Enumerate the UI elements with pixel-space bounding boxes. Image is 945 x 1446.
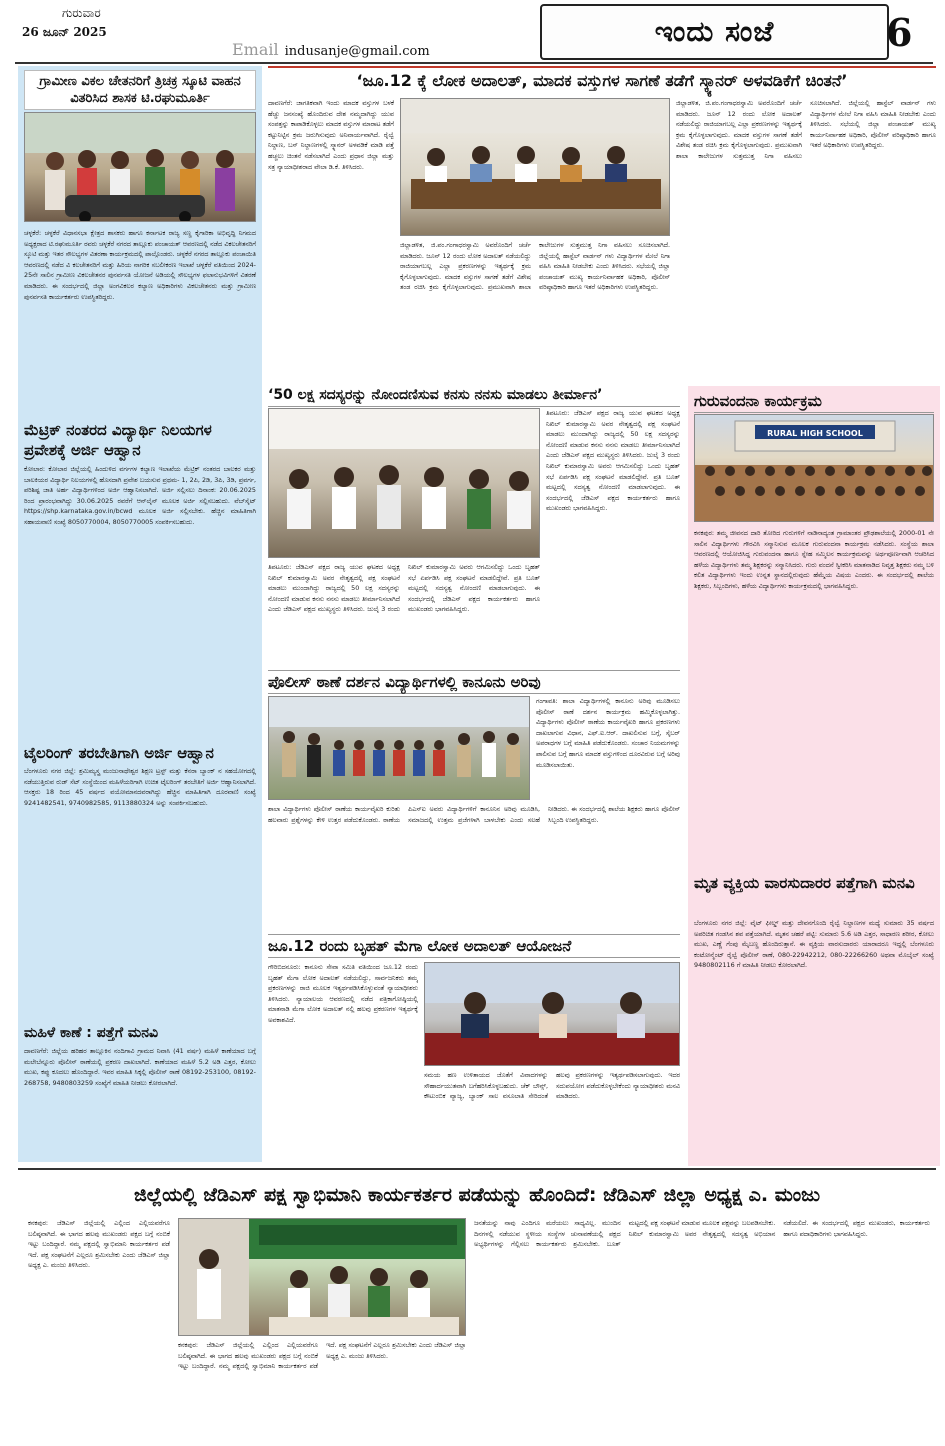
- lead-body-left: ದಾವಣಗೆರೆ: ಜಾಗತಿಕವಾಗಿ ಇಂದು ಮಾದಕ ವಸ್ತುಗಳ ಬಳಕೆ ಹೆಚ್ಚು ಜನಸಂಖ್ಯೆ ಹೊಂದಿರುವ ದೇಶ ನಮ್ಮದಾಗಿದ್ದು ಯುವ ಸಂಪತ್ತನ್ನು ಕಾಪಾಡಿಕೊಳ್ಳಲು ಮಾದಕ ವಸ್ತುಗಳ ಮಾರಾಟ ತಡೆಗೆ ಕಟ್ಟುನಿಟ್ಟಿನ ಕ್ರಮ ಜರುಗಿಸುವುದು ಅನಿವಾರ್ಯವಾಗಿದೆ. ರೈಲ್ವೆ ನಿಲ್ದಾಣ, ಬಸ್ ನಿಲ್ದಾಣಗಳಲ್ಲಿ ಸ್ಕ್ಯಾನರ್ ಅಳವಡಿಕೆ ಮಾಡಿ ಪತ್ತೆ ಹಚ್ಚಲು ಚಿಂತನೆ ನಡೆಸಲಾಗಿದೆ ಎಂದು ಪ್ರಧಾನ ಜಿಲ್ಲಾ ಮತ್ತು ಸತ್ರ ನ್ಯಾಯಾಧೀಶರಾದ ವೇಲಾ ಡಿ.ಕೆ. ತಿಳಿಸಿದರು.: [268, 99, 394, 171]
- masthead-date: 26 ಜೂನ್ 2025: [22, 25, 107, 39]
- police-headline: ಪೊಲೀಸ್ ಠಾಣೆ ದರ್ಶನ ವಿದ್ಯಾರ್ಥಿಗಳಲ್ಲಿ ಕಾನೂನು ಅರಿವು: [268, 670, 680, 694]
- adalat-body-left: ಗೌರಿಬಿದನೂರು: ಕಾನೂನು ಸೇವಾ ಸಮಿತಿ ವತಿಯಿಂದ ಜೂ.12 ರಂದು ಬೃಹತ್ ಮೆಗಾ ಲೋಕ ಅದಾಲತ್ ನಡೆಯಲಿದ್ದು, ಸಾರ್ವಜನಿಕರು ತಮ್ಮ ಪ್ರಕರಣಗಳನ್ನು ರಾಜಿ ಮೂಲಕ ಇತ್ಯರ್ಥಪಡಿಸಿಕೊಳ್ಳುವಂತೆ ನ್ಯಾಯಾಧೀಶರು ತಿಳಿಸಿದರು. ನ್ಯಾಯಾಲಯ ಆವರಣದಲ್ಲಿ ನಡೆದ ಪತ್ರಿಕಾಗೋಷ್ಠಿಯಲ್ಲಿ ಮಾತನಾಡಿ ಮೆಗಾ ಲೋಕ ಅದಾಲತ್ ನಲ್ಲಿ ಹಲವು ಪ್ರಕರಣಗಳ ಇತ್ಯರ್ಥಕ್ಕೆ ಅವಕಾಶವಿದೆ.: [268, 963, 418, 1024]
- masthead-date-block: [22, 6, 222, 40]
- art4-headline: ಮಹಿಳೆ ಕಾಣೆ : ಪತ್ತೆಗೆ ಮನವಿ: [24, 1025, 159, 1041]
- art3-body: ಬೆಂಗಳೂರು ನಗರ ಜಿಲ್ಲೆ: ಶ್ರಮಿಮ್ಯಸ್ತ್ರ ಮಂಜುನಾಥೇಶ್ವರ ಶಿಕ್ಷಣ ಟ್ರಸ್ಟ್ ಮತ್ತು ಕೆನರಾ ಬ್ಯಾಂಕ್ ನ ಸಹಯೋಗದಲ್ಲಿ ನಡೆಯುತ್ತಿರುವ ರುಡ್ ಸೆಟ್ ಸಂಸ್ಥೆಯಿಂದ ಮಹಿಳೆಯರಿಗಾಗಿ ಉಚಿತ ಟೈಲರಿಂಗ್ ತರಬೇತಿಗೆ ಅರ್ಜಿ ಆಹ್ವಾನಿಸಲಾಗಿದೆ. ಆಸಕ್ತರು 18 ರಿಂದ 45 ವರ್ಷದ ವಯೋಮಾನದವರಾಗಿದ್ದು ಹೆಚ್ಚಿನ ಮಾಹಿತಿಗಾಗಿ ದೂರವಾಣಿ ಸಂಖ್ಯೆ 9241482541, 9740982585, 9113880324 ಅನ್ನು ಸಂಪರ್ಕಿಸಬಹುದು.: [24, 767, 256, 807]
- art1-body: ಚಳ್ಳಕೆರೆ: ಚಳ್ಳಕೆರೆ ವಿಧಾನಸಭಾ ಕ್ಷೇತ್ರದ ಶಾಸಕರು ಹಾಗೂ ಕರ್ನಾಟಕ ರಾಜ್ಯ ಸಣ್ಣ ಕೈಗಾರಿಕಾ ಅಭಿವೃದ್ಧಿ ನಿಗಮದ ಅಧ್ಯಕ್ಷರಾದ ಟಿ.ರಘುಮೂರ್ತಿ ರವರು ಚಳ್ಳಕೆರೆ ನಗರದ ತಾಲ್ಲೂಕು ಪಂಚಾಯತ್ ಆವರಣದಲ್ಲಿ ನಡೆದ ವಿಕಲಚೇತನರಿಗೆ ಸ್ಕೂಟಿ ಮತ್ತು ಇತರ ಸೌಲಭ್ಯಗಳ ವಿತರಣಾ ಕಾರ್ಯಕ್ರಮದಲ್ಲಿ ಪಾಲ್ಗೊಂಡರು. ಚಳ್ಳಕೆರೆ ನಗರದ ತಾಲ್ಲೂಕು ಪಂಚಾಯಿತಿ ಆವರಣದಲ್ಲಿ ನಡೆದ ವಿ ಕಲಚೇತನರಿಗೆ ಮತ್ತು ಹಿರಿಯ ನಾಗರಿಕ ಸಬಲೀಕರಣ ಇಲಾಖೆ ಚಳ್ಳಕೆರೆ ವತಿಯಿಂದ 2024-25ನೇ ಸಾಲಿನ ಗ್ರಾಮೀಣ ವಿಕಲಚೇತನರ ಪುನರ್ವಸತಿ ಯೋಜನೆ ಅಡಿಯಲ್ಲಿ ಸೌಲಭ್ಯಗಳ ಫಲಾನುಭವಿಗಳಿಗೆ ವಿತರಣೆ ಮಾಡಿದರು. ಈ ಸಂದರ್ಭದಲ್ಲಿ ಜಿಲ್ಲಾ ಅಂಗವಿಕಲರ ಕಲ್ಯಾಣ ಅಧಿಕಾರಿಗಳು ವಿಕಲಚೇತನರು ಮತ್ತು ಗ್ರಾಮೀಣ ಪುನರ್ವಸತಿ ಕಾರ್ಯಕರ್ತರು ಉಪಸ್ಥಿತರಿದ್ದರು.: [24, 229, 256, 301]
- lead-body-right: ಜಿಲ್ಲಾಡಳಿತ, ಜಿ.ಪಂ.ಗಂಗಾಧರಸ್ವಾಮಿ ಅವರೊಂದಿಗೆ ಚರ್ಚೆ ಮಾಡಿದರು. ಜೂನ್ 12 ರಂದು ಲೋಕ ಅದಾಲತ್ ನಡೆಯಲಿದ್ದು ರಾಜಿಯಾಗಬಲ್ಲ ಎಲ್ಲಾ ಪ್ರಕರಣಗಳನ್ನು ಇತ್ಯರ್ಥಕ್ಕೆ ಕ್ರಮ ಕೈಗೊಳ್ಳಲಾಗುವುದು. ಮಾದಕ ವಸ್ತುಗಳ ಸಾಗಣೆ ತಡೆಗೆ ವಿಶೇಷ ತಂಡ ರಚಿಸಿ ಕ್ರಮ ಕೈಗೊಳ್ಳಲಾಗುವುದು. ಪ್ರಮುಖವಾಗಿ ಶಾಲಾ ಕಾಲೇಜುಗಳ ಸುತ್ತಮುತ್ತ ನಿಗಾ ವಹಿಸಲು ಸೂಚಿಸಲಾಗಿದೆ. ಜಿಲ್ಲೆಯಲ್ಲಿ ಹಾಸ್ಟೆಲ್ ವಾರ್ಡನ್ ಗಳು ವಿದ್ಯಾರ್ಥಿಗಳ ಮೇಲೆ ನಿಗಾ ವಹಿಸಿ ಮಾಹಿತಿ ನೀಡಬೇಕು ಎಂದು ತಿಳಿಸಿದರು. ಸಭೆಯಲ್ಲಿ ಜಿಲ್ಲಾ ಪಂಚಾಯತ್ ಮುಖ್ಯ ಕಾರ್ಯನಿರ್ವಾಹಕ ಅಧಿಕಾರಿ, ಪೊಲೀಸ್ ವರಿಷ್ಠಾಧಿಕಾರಿ ಹಾಗೂ ಇತರೆ ಅಧಿಕಾರಿಗಳು ಉಪಸ್ಥಿತರಿದ್ದರು.: [400, 241, 670, 292]
- page-number: 6: [886, 10, 913, 55]
- jds-meet-headline: ‘50 ಲಕ್ಷ ಸದಸ್ಯರನ್ನು ನೋಂದಣಿಸುವ ಕನಸು ನನಸು ಮಾಡಲು ತೀರ್ಮಾನ’: [268, 384, 680, 407]
- meeting-photo: [401, 99, 670, 236]
- lead-photo: [400, 98, 670, 236]
- bottom-headline: ಜಿಲ್ಲೆಯಲ್ಲಿ ಜೆಡಿಎಸ್ ಪಕ್ಷ ಸ್ವಾಭಿಮಾನಿ ಕಾರ್ಯಕರ್ತರ ಪಡೆಯನ್ನು ಹೊಂದಿದೆ: ಜೆಡಿಎಸ್ ಜಿಲ್ಲಾ ಅಧ್ಯಕ್ಷ ಎ. ಮಂಜು: [133, 1184, 820, 1206]
- bottom-top-rule: [18, 1168, 936, 1170]
- bottom-body-left: ಕನಕಪುರ: ಜೆಡಿಎಸ್ ಜಿಲ್ಲೆಯಲ್ಲಿ ಎಲ್ಲಿಂದ ಎಲ್ಲಿಯವರೆಗೂ ಬಲಿಷ್ಠವಾಗಿದೆ. ಈ ಭಾಗದ ಹಲವು ಮುಖಂಡರು ಪಕ್ಷದ ಬಗ್ಗೆ ನಂಬಿಕೆ ಇಟ್ಟು ಬಂದಿದ್ದಾರೆ. ನಮ್ಮ ಪಕ್ಷದಲ್ಲಿ ಸ್ವಾಭಿಮಾನಿ ಕಾರ್ಯಕರ್ತರ ಪಡೆ ಇದೆ. ಪಕ್ಷ ಸಂಘಟನೆಗೆ ಎಲ್ಲರೂ ಶ್ರಮಿಸಬೇಕು ಎಂದು ಜೆಡಿಎಸ್ ಜಿಲ್ಲಾ ಅಧ್ಯಕ್ಷ ಎ. ಮಂಜು ತಿಳಿಸಿದರು.: [28, 1219, 170, 1270]
- bottom-body-right: ಜನತೆಯನ್ನು ನಾವು ಎಂದಿಗೂ ಮರೆಯಲು ಸಾಧ್ಯವಿಲ್ಲ. ಮುಂದಿನ ದಿನಗಳಲ್ಲಿ ನಡೆಯುವ ಸ್ಥಳೀಯ ಸಂಸ್ಥೆಗಳ ಚುನಾವಣೆಯಲ್ಲಿ ಪಕ್ಷದ ಅಭ್ಯರ್ಥಿಗಳನ್ನು ಗೆಲ್ಲಿಸಲು ಕಾರ್ಯಕರ್ತರು ಶ್ರಮಿಸಬೇಕು. ಬೂತ್ ಮಟ್ಟದಲ್ಲಿ ಪಕ್ಷ ಸಂಘಟನೆ ಮಾಡುವ ಮೂಲಕ ಪಕ್ಷವನ್ನು ಬಲಪಡಿಸಬೇಕು. ನಿಖಿಲ್ ಕುಮಾರಸ್ವಾಮಿ ಅವರ ನೇತೃತ್ವದಲ್ಲಿ ಸದಸ್ಯತ್ವ ಅಭಿಯಾನ ನಡೆಯಲಿದೆ. ಈ ಸಂದರ್ಭದಲ್ಲಿ ಪಕ್ಷದ ಮುಖಂಡರು, ಕಾರ್ಯಕರ್ತರು ಹಾಗೂ ಪದಾಧಿಕಾರಿಗಳು ಭಾಗವಹಿಸಿದ್ದರು.: [474, 1219, 930, 1249]
- scooter-distribution-photo: [25, 113, 256, 222]
- guruvandana-photo: [694, 414, 934, 522]
- judges-press-photo: [425, 963, 680, 1066]
- bottom-photo: [178, 1218, 466, 1336]
- school-group-photo: [695, 415, 934, 522]
- email-label: Email: [232, 40, 279, 59]
- masthead-email: [232, 40, 430, 59]
- newspaper-logo: [540, 4, 889, 60]
- art3-headline: ಟೈಲರಿಂಗ್ ತರಬೇತಿಗಾಗಿ ಅರ್ಜಿ ಆಹ್ವಾನ: [24, 744, 214, 762]
- art1-photo: [24, 112, 256, 222]
- adalat-photo: [424, 962, 680, 1066]
- lead-body-continued: ಜಿಲ್ಲಾಡಳಿತ, ಜಿ.ಪಂ.ಗಂಗಾಧರಸ್ವಾಮಿ ಅವರೊಂದಿಗೆ ಚರ್ಚೆ ಮಾಡಿದರು. ಜೂನ್ 12 ರಂದು ಲೋಕ ಅದಾಲತ್ ನಡೆಯಲಿದ್ದು ರಾಜಿಯಾಗಬಲ್ಲ ಎಲ್ಲಾ ಪ್ರಕರಣಗಳನ್ನು ಇತ್ಯರ್ಥಕ್ಕೆ ಕ್ರಮ ಕೈಗೊಳ್ಳಲಾಗುವುದು. ಮಾದಕ ವಸ್ತುಗಳ ಸಾಗಣೆ ತಡೆಗೆ ವಿಶೇಷ ತಂಡ ರಚಿಸಿ ಕ್ರಮ ಕೈಗೊಳ್ಳಲಾಗುವುದು. ಪ್ರಮುಖವಾಗಿ ಶಾಲಾ ಕಾಲೇಜುಗಳ ಸುತ್ತಮುತ್ತ ನಿಗಾ ವಹಿಸಲು ಸೂಚಿಸಲಾಗಿದೆ. ಜಿಲ್ಲೆಯಲ್ಲಿ ಹಾಸ್ಟೆಲ್ ವಾರ್ಡನ್ ಗಳು ವಿದ್ಯಾರ್ಥಿಗಳ ಮೇಲೆ ನಿಗಾ ವಹಿಸಿ ಮಾಹಿತಿ ನೀಡಬೇಕು ಎಂದು ತಿಳಿಸಿದರು. ಸಭೆಯಲ್ಲಿ ಜಿಲ್ಲಾ ಪಂಚಾಯತ್ ಮುಖ್ಯ ಕಾರ್ಯನಿರ್ವಾಹಕ ಅಧಿಕಾರಿ, ಪೊಲೀಸ್ ವರಿಷ್ಠಾಧಿಕಾರಿ ಹಾಗೂ ಇತರೆ ಅಧಿಕಾರಿಗಳು ಉಪಸ್ಥಿತರಿದ್ದರು.: [676, 99, 936, 160]
- guruvandana-body: ಕನಕಪುರ: ತಮ್ಮ ಜೀವನದ ದಾರಿ ತೋರಿದ ಗುರುಗಳಿಗೆ ನಾಡಿನಾದ್ಯಂತ ಗ್ರಾಮಾಂತರ ಪ್ರೌಢಶಾಲೆಯಲ್ಲಿ 2000-01 ನೇ ಸಾಲಿನ ವಿದ್ಯಾರ್ಥಿಗಳು ಗೌರವಿಸಿ ಸನ್ಮಾನಿಸುವ ಮೂಲಕ ಗುರುವಂದನಾ ಕಾರ್ಯಕ್ರಮ ನಡೆಸಿದರು. ಸಂಸ್ಥೆಯ ಶಾಲಾ ಆವರಣದಲ್ಲಿ ಆಯೋಜಿಸಿದ್ದ ಗುರುವಂದನಾ ಹಾಗೂ ಸ್ನೇಹ ಸಮ್ಮಿಲನ ಕಾರ್ಯಕ್ರಮವನ್ನು ಅರ್ಥಪೂರ್ಣವಾಗಿ ಆಚರಿಸಿದ ಹಳೆಯ ವಿದ್ಯಾರ್ಥಿಗಳು ತಮ್ಮ ಶಿಕ್ಷಕರನ್ನು ಸನ್ಮಾನಿಸಿದರು. ಗುರು ವಂದನೆ ಸ್ವೀಕರಿಸಿ ಮಾತನಾಡಿದ ನಿವೃತ್ತ ಶಿಕ್ಷಕರು ನಮ್ಮ ಬಳಿ ಕಲಿತ ವಿದ್ಯಾರ್ಥಿಗಳು ಇಂದು ಉನ್ನತ ಸ್ಥಾನದಲ್ಲಿರುವುದು ಹೆಮ್ಮೆಯ ವಿಷಯ ಎಂದರು. ಈ ಸಂದರ್ಭದಲ್ಲಿ ಶಾಲೆಯ ಶಿಕ್ಷಕರು, ಸಿಬ್ಬಂದಿಗಳು, ಹಳೆಯ ವಿದ್ಯಾರ್ಥಿಗಳು ಕಾರ್ಯಕ್ರಮದಲ್ಲಿ ಭಾಗವಹಿಸಿದ್ದರು.: [694, 529, 934, 590]
- police-body-side: ಗಂಗಾವತಿ: ಶಾಲಾ ವಿದ್ಯಾರ್ಥಿಗಳಲ್ಲಿ ಕಾನೂನು ಅರಿವು ಮೂಡಿಸಲು ಪೊಲೀಸ್ ಠಾಣೆ ದರ್ಶನ ಕಾರ್ಯಕ್ರಮ ಹಮ್ಮಿಕೊಳ್ಳಲಾಗಿತ್ತು. ವಿದ್ಯಾರ್ಥಿಗಳು ಪೊಲೀಸ್ ಠಾಣೆಯ ಕಾರ್ಯವೈಖರಿ ಹಾಗೂ ಪ್ರಕರಣಗಳು ದಾಖಲಾಗುವ ವಿಧಾನ, ಎಫ್.ಐ.ಆರ್. ದಾಖಲಿಸುವ ಬಗ್ಗೆ, ಸೈಬರ್ ಅಪರಾಧಗಳ ಬಗ್ಗೆ ಮಾಹಿತಿ ಪಡೆದುಕೊಂಡರು. ಸಂಚಾರ ನಿಯಮಗಳನ್ನು ಪಾಲಿಸುವ ಬಗ್ಗೆ ಹಾಗೂ ಮಾದಕ ವಸ್ತುಗಳಿಂದ ದೂರವಿರುವ ಬಗ್ಗೆ ಅರಿವು ಮೂಡಿಸಲಾಯಿತು.: [536, 697, 680, 769]
- missing-headline: ಮೃತ ವ್ಯಕ್ತಿಯ ವಾರಸುದಾರರ ಪತ್ತೆಗಾಗಿ ಮನವಿ: [694, 874, 915, 892]
- students-police-photo: [269, 697, 530, 800]
- art2-body: ಕೋಲಾರ: ಕೋಲಾರ ಜಿಲ್ಲೆಯಲ್ಲಿ ಹಿಂದುಳಿದ ವರ್ಗಗಳ ಕಲ್ಯಾಣ ಇಲಾಖೆಯ ಮೆಟ್ರಿಕ್ ನಂತರದ ಬಾಲಕರ ಮತ್ತು ಬಾಲಕಿಯರ ವಿದ್ಯಾರ್ಥಿ ನಿಲಯಗಳಲ್ಲಿ ಹೊಸದಾಗಿ ಪ್ರವೇಶ ಬಯಸುವ ಪ್ರಥಮ- 1, 2ಪಿ, 2ಡಿ, 3ಪಿ, 3ಡಿ, ಪ್ರವರ್ಗ, ಪರಿಶಿಷ್ಟ ಜಾತಿ ಅರ್ಹ ವಿದ್ಯಾರ್ಥಿಗಳಿಂದ ಅರ್ಜಿ ಆಹ್ವಾನಿಸಲಾಗಿದೆ. ಅರ್ಜಿ ಸಲ್ಲಿಸಲು ದಿನಾಂಕ: 20.06.2025 ರಿಂದ ಪ್ರಾರಂಭವಾಗಿದ್ದು 30.06.2025 ರವರೆಗೆ ಆನ್‌ಲೈನ್ ಮೂಲಕ ಅರ್ಜಿ ಸಲ್ಲಿಸಬಹುದು. ವೆಬ್‌ಸೈಟ್ https://shp.karnataka.gov.in/bcwd ಮೂಲಕ ಅರ್ಜಿ ಸಲ್ಲಿಸಬೇಕು. ಹೆಚ್ಚಿನ ಮಾಹಿತಿಗಾಗಿ ಸಹಾಯವಾಣಿ ಸಂಖ್ಯೆ 8050770004, 8050770005 ಸಂಪರ್ಕಿಸಬಹುದು.: [24, 465, 256, 526]
- adalat-body-right: ಸಮಯ ಹಣ ಉಳಿತಾಯದ ಜೊತೆಗೆ ವಿವಾದಗಳನ್ನು ಸೌಹಾರ್ದಯುತವಾಗಿ ಬಗೆಹರಿಸಿಕೊಳ್ಳಬಹುದು. ಚೆಕ್ ಬೌನ್ಸ್, ಕೌಟುಂಬಿಕ ವ್ಯಾಜ್ಯ, ಬ್ಯಾಂಕ್ ಸಾಲ ವಸೂಲಾತಿ ಸೇರಿದಂತೆ ಹಲವು ಪ್ರಕರಣಗಳನ್ನು ಇತ್ಯರ್ಥಪಡಿಸಲಾಗುವುದು. ಇದರ ಸದುಪಯೋಗ ಪಡೆದುಕೊಳ್ಳಬೇಕೆಂದು ನ್ಯಾಯಾಧೀಶರು ಮನವಿ ಮಾಡಿದರು.: [424, 1071, 680, 1101]
- art4-body: ದಾವಣಗೆರೆ: ಜಿಲ್ಲೆಯ ಹರಿಹರ ತಾಲ್ಲೂಕಿನ ನಂದಿಗಾವಿ ಗ್ರಾಮದ ನಿವಾಸಿ (41 ವರ್ಷ) ಮಹಿಳೆ ಕಾಣೆಯಾದ ಬಗ್ಗೆ ಮಲೇಬೆನ್ನೂರು ಪೊಲೀಸ್ ಠಾಣೆಯಲ್ಲಿ ಪ್ರಕರಣ ದಾಖಲಾಗಿದೆ. ಕಾಣೆಯಾದ ಮಹಿಳೆ 5.2 ಅಡಿ ಎತ್ತರ, ಕೋಲು ಮುಖ, ಕಪ್ಪು ಕೂದಲು ಹೊಂದಿದ್ದಾರೆ. ಇವರ ಮಾಹಿತಿ ಸಿಕ್ಕಲ್ಲಿ ಪೊಲೀಸ್ ಠಾಣೆ 08192-253100, 08192-268758, 9480803259 ಸಂಖ್ಯೆಗೆ ಮಾಹಿತಿ ನೀಡಲು ಕೋರಲಾಗಿದೆ.: [24, 1047, 256, 1087]
- masthead-rule: [15, 62, 933, 64]
- jds-meet-body-continued: ತಿಪಟೂರು: ಜೆಡಿಎಸ್ ಪಕ್ಷದ ರಾಜ್ಯ ಯುವ ಘಟಕದ ಅಧ್ಯಕ್ಷ ನಿಖಿಲ್ ಕುಮಾರಸ್ವಾಮಿ ಅವರ ನೇತೃತ್ವದಲ್ಲಿ ಪಕ್ಷ ಸಂಘಟನೆ ಮಾಡಲು ಮುಂದಾಗಿದ್ದು ರಾಜ್ಯದಲ್ಲಿ 50 ಲಕ್ಷ ಸದಸ್ಯರನ್ನು ನೋಂದಣಿ ಮಾಡುವ ಕನಸು ನನಸು ಮಾಡಲು ತೀರ್ಮಾನಿಸಲಾಗಿದೆ ಎಂದು ಜೆಡಿಎಸ್ ಪಕ್ಷದ ಮುಖ್ಯಸ್ಥರು ತಿಳಿಸಿದರು. ಜುಲೈ 3 ರಂದು ನಿಖಿಲ್ ಕುಮಾರಸ್ವಾಮಿ ಅವರು ಆಗಮಿಸಲಿದ್ದು ಒಂದು ಬೃಹತ್ ಸಭೆ ಏರ್ಪಡಿಸಿ ಪಕ್ಷ ಸಂಘಟನೆ ಮಾಡಲಿದ್ದೇವೆ. ಪ್ರತಿ ಬೂತ್ ಮಟ್ಟದಲ್ಲಿ ಸದಸ್ಯತ್ವ ನೋಂದಣಿ ಮಾಡಲಾಗುವುದು. ಈ ಸಂದರ್ಭದಲ್ಲಿ ಜೆಡಿಎಸ್ ಪಕ್ಷದ ಕಾರ್ಯಕರ್ತರು ಹಾಗೂ ಮುಖಂಡರು ಭಾಗವಹಿಸಿದ್ದರು.: [546, 409, 680, 513]
- jds-meet-body: ತಿಪಟೂರು: ಜೆಡಿಎಸ್ ಪಕ್ಷದ ರಾಜ್ಯ ಯುವ ಘಟಕದ ಅಧ್ಯಕ್ಷ ನಿಖಿಲ್ ಕುಮಾರಸ್ವಾಮಿ ಅವರ ನೇತೃತ್ವದಲ್ಲಿ ಪಕ್ಷ ಸಂಘಟನೆ ಮಾಡಲು ಮುಂದಾಗಿದ್ದು ರಾಜ್ಯದಲ್ಲಿ 50 ಲಕ್ಷ ಸದಸ್ಯರನ್ನು ನೋಂದಣಿ ಮಾಡುವ ಕನಸು ನನಸು ಮಾಡಲು ತೀರ್ಮಾನಿಸಲಾಗಿದೆ ಎಂದು ಜೆಡಿಎಸ್ ಪಕ್ಷದ ಮುಖ್ಯಸ್ಥರು ತಿಳಿಸಿದರು. ಜುಲೈ 3 ರಂದು ನಿಖಿಲ್ ಕುಮಾರಸ್ವಾಮಿ ಅವರು ಆಗಮಿಸಲಿದ್ದು ಒಂದು ಬೃಹತ್ ಸಭೆ ಏರ್ಪಡಿಸಿ ಪಕ್ಷ ಸಂಘಟನೆ ಮಾಡಲಿದ್ದೇವೆ. ಪ್ರತಿ ಬೂತ್ ಮಟ್ಟದಲ್ಲಿ ಸದಸ್ಯತ್ವ ನೋಂದಣಿ ಮಾಡಲಾಗುವುದು. ಈ ಸಂದರ್ಭದಲ್ಲಿ ಜೆಡಿಎಸ್ ಪಕ್ಷದ ಕಾರ್ಯಕರ್ತರು ಹಾಗೂ ಮುಖಂಡರು ಭಾಗವಹಿಸಿದ್ದರು.: [268, 563, 540, 614]
- adalat-headline: ಜೂ.12 ರಂದು ಬೃಹತ್ ಮೆಗಾ ಲೋಕ ಅದಾಲತ್ ಆಯೋಜನೆ: [268, 934, 680, 958]
- party-meeting-photo: [269, 409, 540, 558]
- bottom-body-middle: ಕನಕಪುರ: ಜೆಡಿಎಸ್ ಜಿಲ್ಲೆಯಲ್ಲಿ ಎಲ್ಲಿಂದ ಎಲ್ಲಿಯವರೆಗೂ ಬಲಿಷ್ಠವಾಗಿದೆ. ಈ ಭಾಗದ ಹಲವು ಮುಖಂಡರು ಪಕ್ಷದ ಬಗ್ಗೆ ನಂಬಿಕೆ ಇಟ್ಟು ಬಂದಿದ್ದಾರೆ. ನಮ್ಮ ಪಕ್ಷದಲ್ಲಿ ಸ್ವಾಭಿಮಾನಿ ಕಾರ್ಯಕರ್ತರ ಪಡೆ ಇದೆ. ಪಕ್ಷ ಸಂಘಟನೆಗೆ ಎಲ್ಲರೂ ಶ್ರಮಿಸಬೇಕು ಎಂದು ಜೆಡಿಎಸ್ ಜಿಲ್ಲಾ ಅಧ್ಯಕ್ಷ ಎ. ಮಂಜು ತಿಳಿಸಿದರು.: [178, 1341, 466, 1371]
- email-address[interactable]: indusanje@gmail.com: [284, 44, 430, 59]
- school-sign-text: RURAL HIGH SCHOOL: [767, 429, 863, 438]
- art1-headline: ಗ್ರಾಮೀಣ ವಿಕಲ ಚೇತನರಿಗೆ ತ್ರಿಚಕ್ರ ಸ್ಕೂಟಿ ವಾಹನ ವಿತರಿಸಿದ ಶಾಸಕ ಟಿ.ರಘುಮೂರ್ತಿ: [24, 70, 256, 110]
- lead-headline: ‘ಜೂ.12 ಕ್ಕೆ ಲೋಕ ಅದಾಲತ್, ಮಾದಕ ವಸ್ತುಗಳ ಸಾಗಣೆ ತಡೆಗೆ ಸ್ಕ್ಯಾನರ್ ಅಳವಡಿಕೆಗೆ ಚಿಂತನೆ’: [356, 71, 848, 90]
- jds-rally-photo: [179, 1219, 466, 1336]
- lead-top-rule: [268, 66, 936, 68]
- missing-body: ಬೆಂಗಳೂರು ನಗರ ಜಿಲ್ಲೆ: ವೈಟ್ ಫೀಲ್ಡ್ ಮತ್ತು ದೇವನಗೊಂದಿ ರೈಲ್ವೆ ನಿಲ್ದಾಣಗಳ ಮಧ್ಯೆ ಸುಮಾರು 35 ವರ್ಷದ ಅಪರಿಚಿತ ಗಂಡಸಿನ ಶವ ಪತ್ತೆಯಾಗಿದೆ. ಮೃತನ ಚಹರೆ ಪಟ್ಟಿ: ಸುಮಾರು 5.6 ಅಡಿ ಎತ್ತರ, ಸಾಧಾರಣ ಶರೀರ, ಕೋಲು ಮುಖ, ಎಣ್ಣೆ ಗೆಂಪು ಮೈಬಣ್ಣ ಹೊಂದಿರುತ್ತಾನೆ. ಈ ವ್ಯಕ್ತಿಯ ವಾರಸುದಾರರು ಯಾರಾದರೂ ಇದ್ದಲ್ಲಿ ಬೆಂಗಳೂರು ಕಂಟೋನ್ಮೆಂಟ್ ರೈಲ್ವೆ ಪೊಲೀಸ್ ಠಾಣೆ, 080-22942212, 080-22266260 ಅಥವಾ ಮೊಬೈಲ್ ಸಂಖ್ಯೆ 9480802116 ಗೆ ಮಾಹಿತಿ ನೀಡಲು ಕೋರಲಾಗಿದೆ.: [694, 919, 934, 970]
- police-photo: [268, 696, 530, 800]
- jds-meet-photo: [268, 408, 540, 558]
- police-body-bottom: ಶಾಲಾ ವಿದ್ಯಾರ್ಥಿಗಳು ಪೊಲೀಸ್ ಠಾಣೆಯ ಕಾರ್ಯವೈಖರಿ ಕುರಿತು ಹಲವಾರು ಪ್ರಶ್ನೆಗಳನ್ನು ಕೇಳಿ ಉತ್ತರ ಪಡೆದುಕೊಂಡರು. ಠಾಣೆಯ ಪಿಎಸ್ಐ ಅವರು ವಿದ್ಯಾರ್ಥಿಗಳಿಗೆ ಕಾನೂನಿನ ಅರಿವು ಮೂಡಿಸಿ, ಸಮಾಜದಲ್ಲಿ ಉತ್ತಮ ಪ್ರಜೆಗಳಾಗಿ ಬಾಳಬೇಕು ಎಂದು ಸಲಹೆ ನೀಡಿದರು. ಈ ಸಂದರ್ಭದಲ್ಲಿ ಶಾಲೆಯ ಶಿಕ್ಷಕರು ಹಾಗೂ ಪೊಲೀಸ್ ಸಿಬ್ಬಂದಿ ಉಪಸ್ಥಿತರಿದ್ದರು.: [268, 805, 680, 824]
- art2-headline: ಮೆಟ್ರಿಕ್ ನಂತರದ ವಿದ್ಯಾರ್ಥಿ ನಿಲಯಗಳ ಪ್ರವೇಶಕ್ಕೆ ಅರ್ಜಿ ಆಹ್ವಾನ: [24, 421, 212, 459]
- logo-text: ಇಂದು ಸಂಜೆ: [654, 15, 775, 48]
- guruvandana-headline: ಗುರುವಂದನಾ ಕಾರ್ಯಕ್ರಮ: [694, 390, 934, 413]
- masthead-day: ಗುರುವಾರ: [62, 6, 101, 20]
